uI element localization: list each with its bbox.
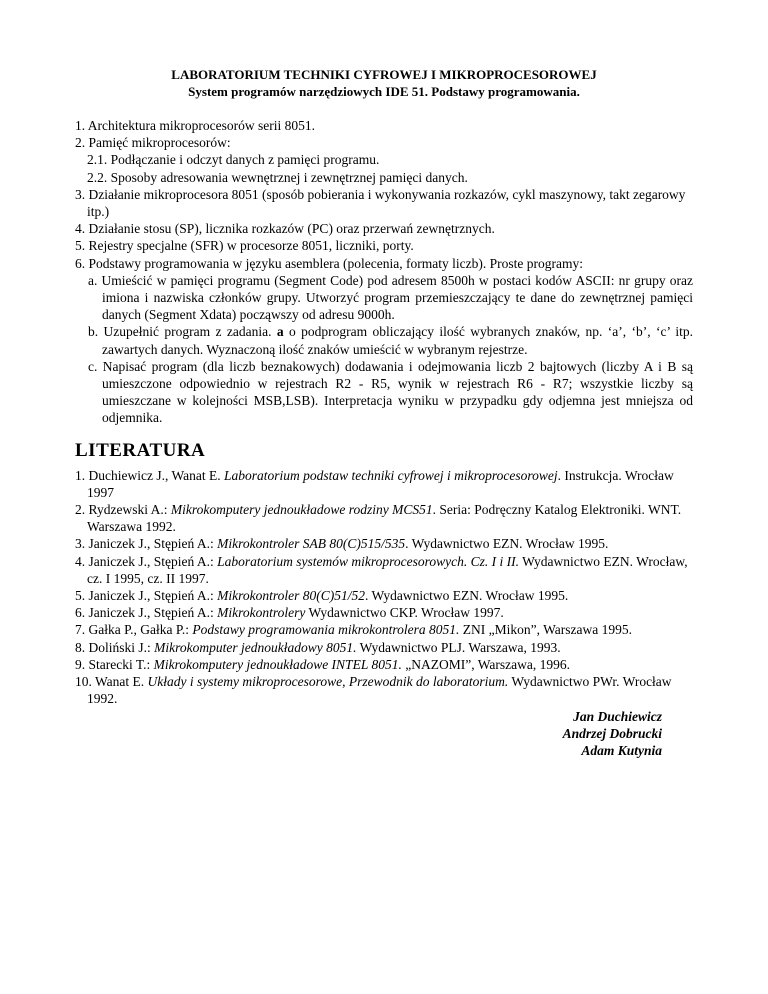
reference-item: 4. Janiczek J., Stępień A.: Laboratorium systemów mikroprocesorowych. Cz. I i II. Wydawnictwo EZN. Wrocław, cz. I 1995, cz. II 1997. xyxy=(75,553,688,586)
topic-list xyxy=(75,117,693,427)
reference-item: 8. Doliński J.: Mikrokomputer jednoukładowy 8051. Wydawnictwo PLJ. Warszawa, 1993. xyxy=(75,639,561,655)
reference-item: 3. Janiczek J., Stępień A.: Mikrokontroler SAB 80(C)515/535. Wydawnictwo EZN. Wrocław 1995. xyxy=(75,536,609,552)
task-item-b: b. Uzupełnić program z zadania. a o podprogram obliczający ilość wybranych znaków, np. ‘a’, ‘b’, ‘c’ itp. zawartych danych. Wyznaczoną ilość znaków umieścić w wybranym rejestrze. xyxy=(88,324,693,357)
task-item-a: a. Umieścić w pamięci programu (Segment Code) pod adresem 8500h w postaci kodów ASCII: nr grupy oraz imiona i nazwiska członków grupy. Utworzyć program przemieszczający te dane do zewnętrznej pamięci danych (Segment Xdata) począwszy od adresu 9000h. xyxy=(88,272,693,323)
topic-item: 4. Działanie stosu (SP), licznika rozkazów (PC) oraz przerwań zewnętrznych. xyxy=(75,221,495,237)
document-title: LABORATORIUM TECHNIKI CYFROWEJ I MIKROPROCESOROWEJ xyxy=(171,67,597,82)
topic-item: 1. Architektura mikroprocesorów serii 8051. xyxy=(75,118,315,133)
subtopic-item: 2.1. Podłączanie i odczyt danych z pamięci programu. xyxy=(87,152,380,168)
reference-item: 9. Starecki T.: Mikrokomputery jednoukładowe INTEL 8051. „NAZOMI”, Warszawa, 1996. xyxy=(75,656,570,672)
reference-item: 2. Rydzewski A.: Mikrokomputery jednoukładowe rodziny MCS51. Seria: Podręczny Katalog Elektroniki. WNT. Warszawa 1992. xyxy=(75,502,682,535)
document-subtitle: System programów narzędziowych IDE 51. Podstawy programowania. xyxy=(188,84,580,99)
reference-item: 10. Wanat E. Układy i systemy mikroprocesorowe, Przewodnik do laboratorium. Wydawnictwo PWr. Wrocław 1992. xyxy=(75,674,672,707)
topic-item: 3. Działanie mikroprocesora 8051 (sposób pobierania i wykonywania rozkazów, cykl maszynowy, takt zegarowy itp.) xyxy=(75,186,686,220)
reference-item: 5. Janiczek J., Stępień A.: Mikrokontroler 80(C)51/52. Wydawnictwo EZN. Wrocław 1995. xyxy=(75,588,569,604)
literature-list xyxy=(75,467,693,708)
author-name: Jan Duchiewicz xyxy=(573,708,662,724)
literature-heading: LITERATURA xyxy=(75,439,206,461)
task-item-c: c. Napisać program (dla liczb beznakowych) dodawania i odejmowania liczb 2 bajtowych (liczby A i B są umieszczone odpowiednio w rejestrach R2 - R5, wynik w rejestrach R6 - R7; wszystkie liczby są umieszczane w kolejności MSB,LSB). Interpretacja wyniku w przypadku gdy odjemna jest mniejsza od odjemnika. xyxy=(88,358,693,426)
authors-block xyxy=(75,708,693,760)
reference-item: 6. Janiczek J., Stępień A.: Mikrokontrolery Wydawnictwo CKP. Wrocław 1997. xyxy=(75,605,504,621)
subtopic-item: 2.2. Sposoby adresowania wewnętrznej i zewnętrznej pamięci danych. xyxy=(87,169,468,185)
title-block xyxy=(75,66,693,100)
author-name: Andrzej Dobrucki xyxy=(562,725,662,741)
document-page xyxy=(75,66,693,759)
topic-item: 6. Podstawy programowania w języku asemblera (polecenia, formaty liczb). Proste programy: xyxy=(75,255,583,271)
author-name: Adam Kutynia xyxy=(581,742,662,758)
task-reference: a xyxy=(276,324,284,340)
topic-item: 5. Rejestry specjalne (SFR) w procesorze 8051, liczniki, porty. xyxy=(75,238,414,254)
reference-item: 1. Duchiewicz J., Wanat E. Laboratorium podstaw techniki cyfrowej i mikroprocesorowej. Instrukcja. Wrocław 1997 xyxy=(75,467,674,500)
topic-item: 2. Pamięć mikroprocesorów: xyxy=(75,135,231,151)
reference-item: 7. Gałka P., Gałka P.: Podstawy programowania mikrokontrolera 8051. ZNI „Mikon”, Warszawa 1995. xyxy=(75,622,632,638)
